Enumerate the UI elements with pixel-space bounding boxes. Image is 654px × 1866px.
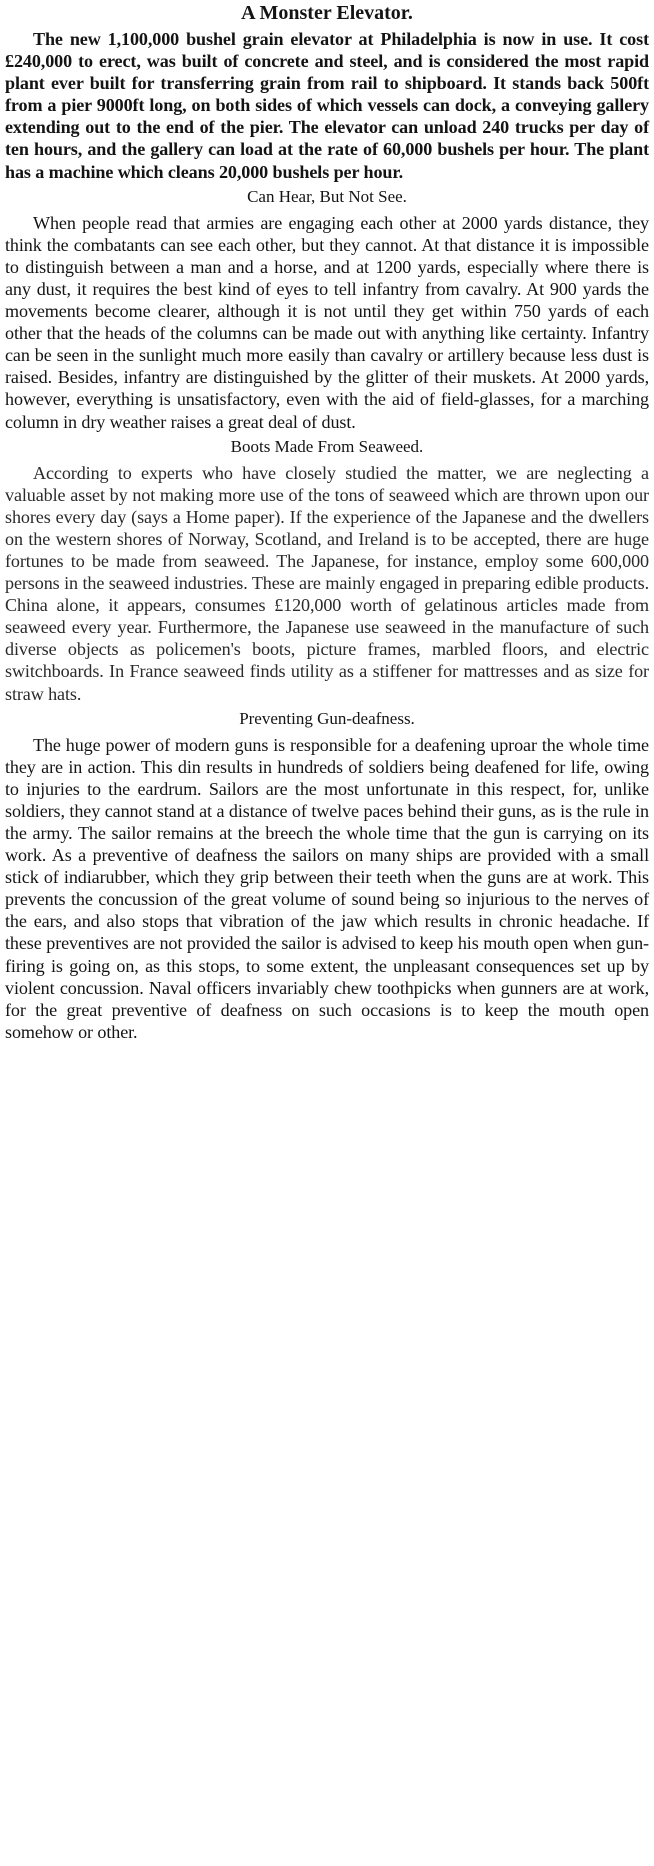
article-preventing-gun-deafness <box>5 708 649 1043</box>
article-boots-made-from-seaweed <box>5 436 649 705</box>
article-title: Can Hear, But Not See. <box>247 186 407 206</box>
article-title: A Monster Elevator. <box>241 2 413 24</box>
article-body: When people read that armies are engaging each other at 2000 yards distance, they think the combatants can see each other, but they cannot. At that distance it is impossible to distinguish between a man and a horse, and at 1200 yards, especially where there is any dust, it requires the best kind of eyes to tell infantry from cavalry. At 900 yards the movements become clearer, although it is not until they get within 750 yards of each other that the heads of the columns can be made out with anything like certainty. Infantry can be seen in the sunlight much more easily than cavalry or artillery because less dust is raised. Besides, infantry are distinguished by the glitter of their muskets. At 2000 yards, however, everything is unsatisfactory, even with the aid of field-glasses, for a marching column in dry weather raises a great deal of dust. <box>5 212 649 432</box>
article-body: The huge power of modern guns is responsible for a deafening uproar the whole time they are in action. This din results in hundreds of soldiers being deafened for life, owing to injuries to the eardrum. Sailors are the most unfortunate in this respect, for, unlike soldiers, they cannot stand at a distance of twelve paces behind their guns, as is the rule in the army. The sailor remains at the breech the whole time that the gun is carrying on its work. As a preventive of deafness the sailors on many ships are provided with a small stick of indiarubber, which they grip between their teeth when the guns are at work. This prevents the concussion of the great volume of sound being so injurious to the nerves of the ears, and also stops that vibration of the jaw which results in chronic headache. If these preventives are not provided the sailor is advised to keep his mouth open when gun-firing is going on, as this stops, to some extent, the unpleasant consequences set up by violent concussion. Naval officers invariably chew toothpicks when gunners are at work, for the great preventive of deafness on such occasions is to keep the mouth open somehow or other. <box>5 734 649 1042</box>
article-title: Preventing Gun-deafness. <box>239 708 415 728</box>
article-body: According to experts who have closely studied the matter, we are neglecting a valuable asset by not making more use of the tons of seaweed which are thrown upon our shores every day (says a Home paper). If the experience of the Japanese and the dwellers on the western shores of Norway, Scotland, and Ireland is to be accepted, there are huge fortunes to be made from seaweed. The Japanese, for instance, employ some 600,000 persons in the seaweed industries. These are mainly engaged in preparing edible products. China alone, it appears, consumes £120,000 worth of gelatinous articles made from seaweed every year. Furthermore, the Japanese use seaweed in the manufacture of such diverse objects as policemen's boots, picture frames, marbled floors, and electric switchboards. In France seaweed finds utility as a stiffener for mattresses and as size for straw hats. <box>5 462 649 704</box>
newspaper-column <box>5 0 649 1046</box>
article-monster-elevator <box>5 1 649 183</box>
article-can-hear-but-not-see <box>5 186 649 433</box>
article-title: Boots Made From Seaweed. <box>230 436 424 456</box>
article-body: The new 1,100,000 bushel grain elevator at Philadelphia is now in use. It cost £240,000 to erect, was built of concrete and steel, and is considered the most rapid plant ever built for transferring grain from rail to shipboard. It stands back 500ft from a pier 9000ft long, on both sides of which vessels can dock, a conveying gallery extending out to the end of the pier. The elevator can unload 240 trucks per day of ten hours, and the gallery can load at the rate of 60,000 bushels per hour. The plant has a machine which cleans 20,000 bushels per hour. <box>5 29 649 182</box>
